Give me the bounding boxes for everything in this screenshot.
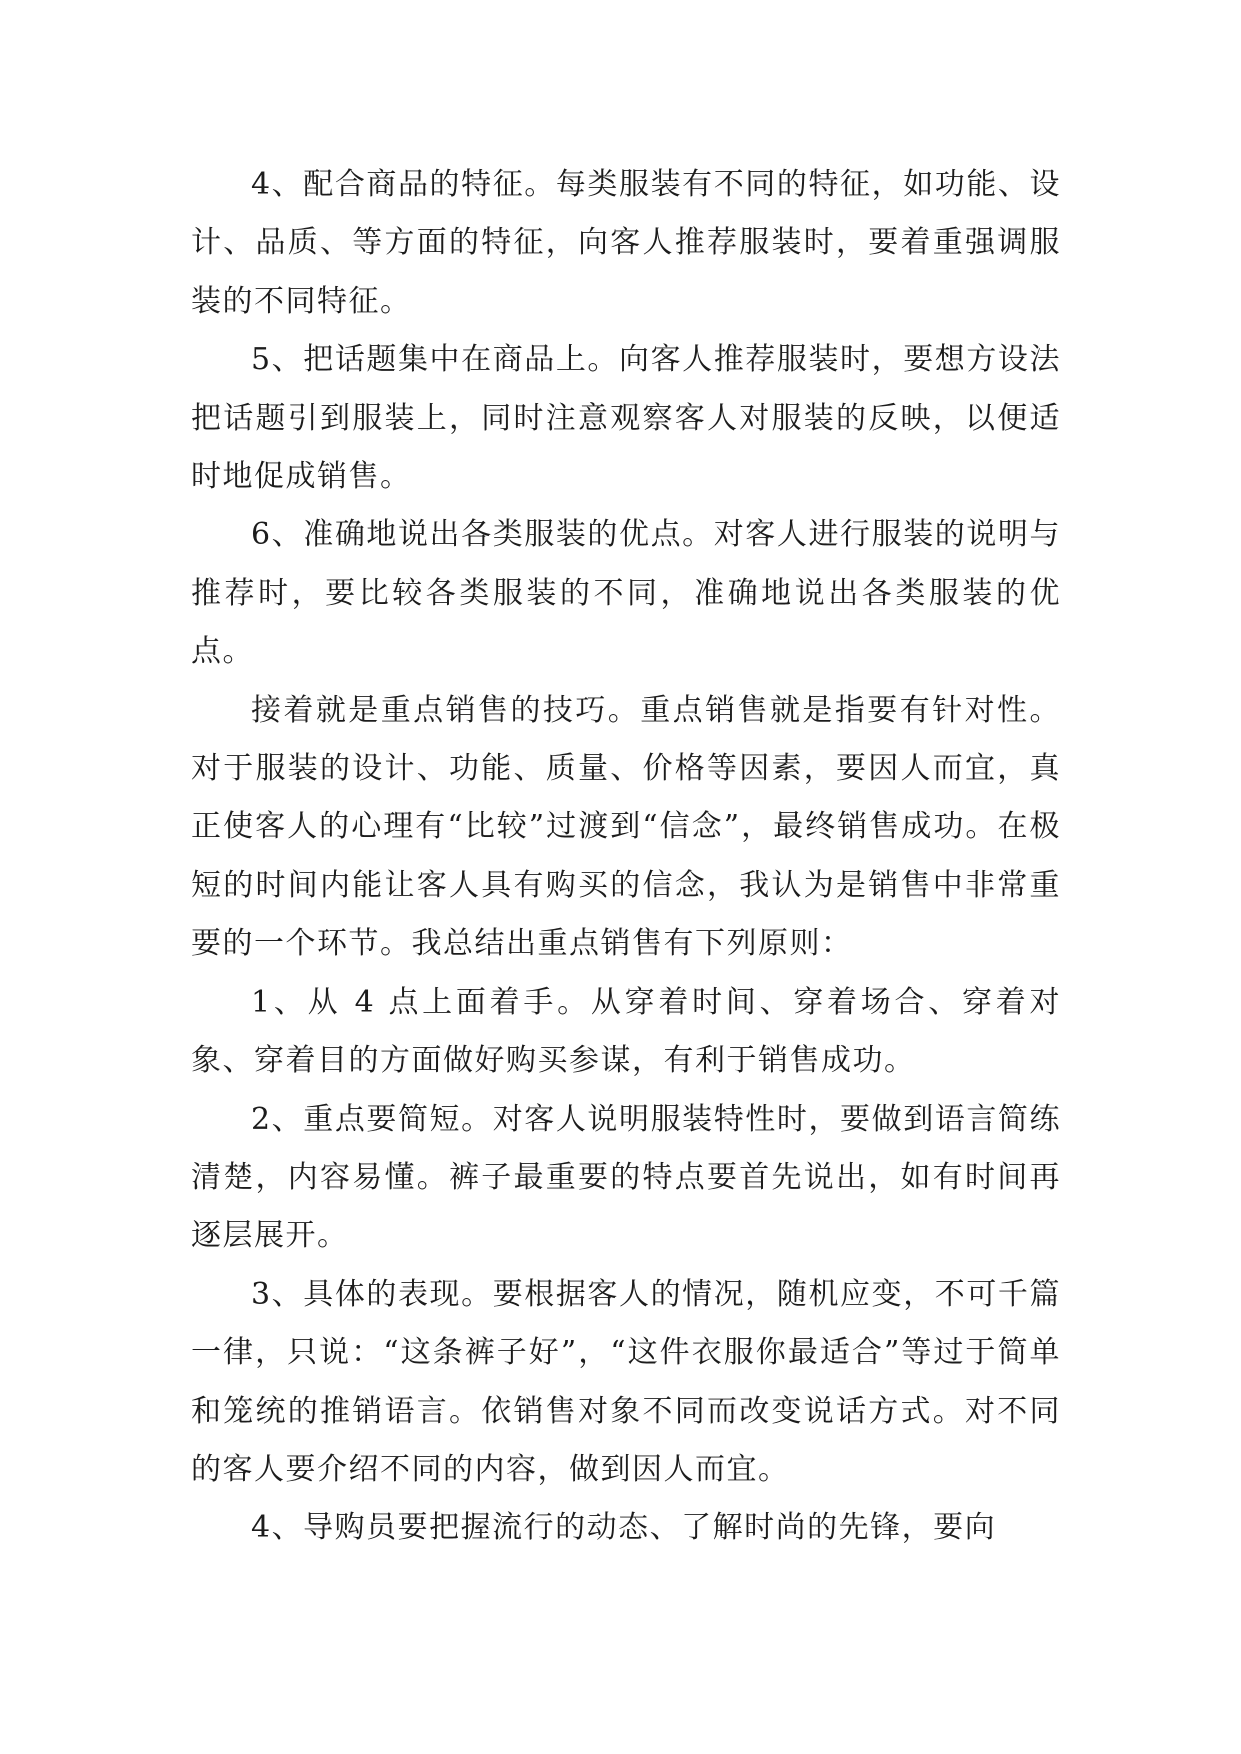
paragraph-principle-2: 2、重点要简短。对客人说明服装特性时，要做到语言简练清楚，内容易懂。裤子最重要的特点要首先说出，如有时间再逐层展开。 — [191, 1101, 1061, 1254]
paragraph-principle-4: 4、导购员要把握流行的动态、了解时尚的先锋，要向 — [251, 1510, 997, 1546]
document-body — [191, 156, 1061, 1558]
paragraph-advantages: 6、准确地说出各类服装的优点。对客人进行服装的说明与推荐时，要比较各类服装的不同，准确地说出各类服装的优点。 — [191, 517, 1061, 670]
paragraph-principle-1: 1、从 4 点上面着手。从穿着时间、穿着场合、穿着对象、穿着目的方面做好购买参谋，有利于销售成功。 — [191, 984, 1061, 1079]
paragraph-feature: 4、配合商品的特征。每类服装有不同的特征，如功能、设计、品质、等方面的特征，向客人推荐服装时，要着重强调服装的不同特征。 — [191, 167, 1061, 319]
paragraph-key-sales-intro: 接着就是重点销售的技巧。重点销售就是指要有针对性。对于服装的设计、功能、质量、价格等因素，要因人而宜，真正使客人的心理有“比较”过渡到“信念”，最终销售成功。在极短的时间内能让客人具有购买的信念，我认为是销售中非常重要的一个环节。我总结出重点销售有下列原则： — [191, 692, 1061, 962]
paragraph-principle-3: 3、具体的表现。要根据客人的情况，随机应变，不可千篇一律，只说：“这条裤子好”，“这件衣服你最适合”等过于简单和笼统的推销语言。依销售对象不同而改变说话方式。对不同的客人要介绍不同的内容，做到因人而宜。 — [191, 1276, 1061, 1487]
paragraph-topic: 5、把话题集中在商品上。向客人推荐服装时，要想方设法把话题引到服装上，同时注意观察客人对服装的反映，以便适时地促成销售。 — [191, 342, 1061, 495]
